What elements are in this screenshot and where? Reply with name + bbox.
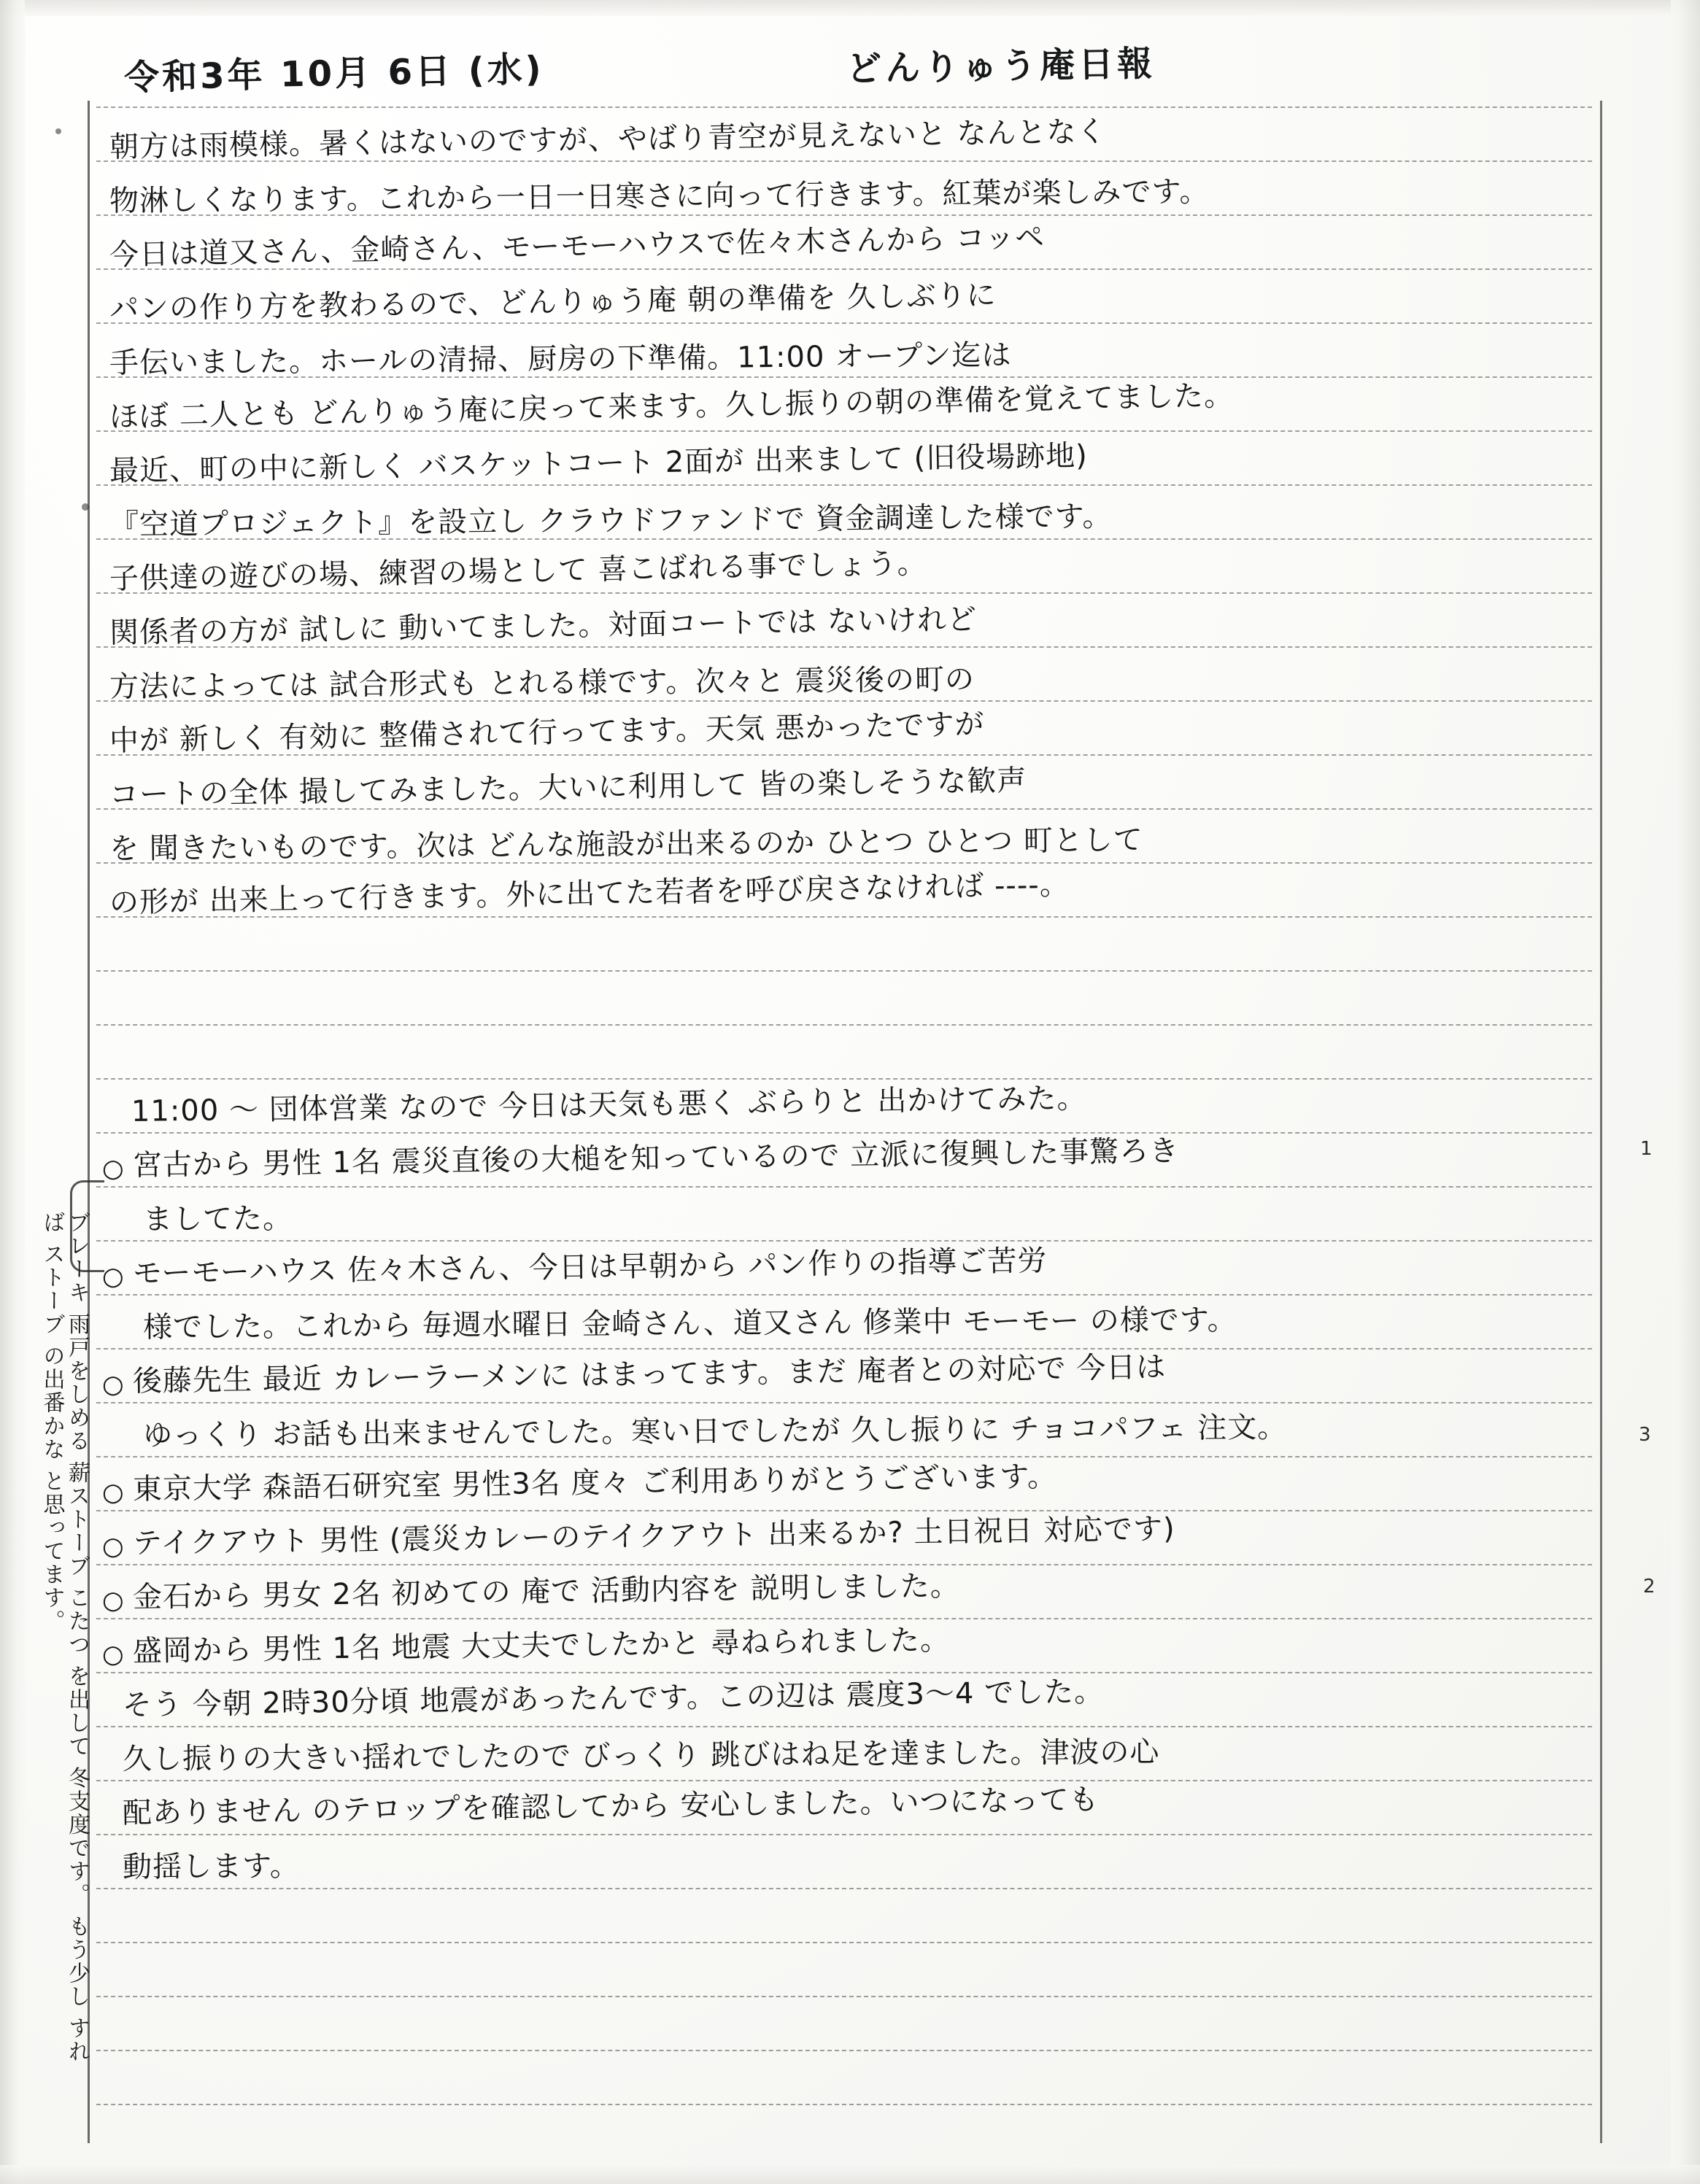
rule-line (96, 1402, 1592, 1403)
diary-date: 令和3年 10月 6日 (水) (123, 48, 545, 99)
entry-bullet: ○ (102, 1262, 124, 1291)
paragraph-line: 子供達の遊びの場、練習の場として 喜こばれる事でしょう。 (109, 546, 927, 596)
rule-line (96, 916, 1592, 918)
ink-speck (55, 128, 61, 134)
rule-line (96, 592, 1592, 594)
edge-mark-2: 2 (1643, 1576, 1655, 1598)
rule-line (96, 1942, 1592, 1943)
margin-vertical-note: ブレーキ 雨戸をしめる 薪ストーブ こたつ を出して 冬支度です。 もう少し すれば ストーブ の出番かな と思ってます。 (39, 1211, 90, 2064)
paragraph-line: パンの作り方を教わるので、どんりゅう庵 朝の準備を 久しぶりに (109, 278, 997, 326)
closing-line: 動揺します。 (122, 1849, 300, 1884)
scan-edge-right (1671, 0, 1700, 2184)
entry-line: ゆっくり お話も出来ませんでした。寒い日でしたが 久し振りに チョコパフェ 注文。 (142, 1411, 1288, 1452)
closing-line: 配ありません のテロップを確認してから 安心しました。いつになっても (122, 1783, 1100, 1830)
entry-bullet: ○ (102, 1154, 124, 1183)
paragraph-line: 関係者の方が 試しに 動いてました。対面コートでは ないけれど (109, 603, 978, 650)
rule-line (96, 1294, 1592, 1296)
rule-line (96, 1078, 1592, 1080)
time-note: 11:00 〜 団体営業 なので 今日は天気も悪く ぶらりと 出かけてみた。 (131, 1081, 1087, 1128)
entry-line: モーモーハウス 佐々木さん、今日は早朝から パン作りの指導ご苦労 (132, 1244, 1048, 1290)
rule-line (96, 1024, 1592, 1026)
scan-edge-top (0, 0, 1700, 16)
rule-line (96, 1672, 1592, 1673)
edge-mark-3: 3 (1639, 1424, 1651, 1446)
rule-line (96, 1186, 1592, 1188)
entry-line: 金石から 男女 2名 初めての 庵で 活動内容を 説明しました。 (132, 1569, 960, 1614)
ink-speck (82, 503, 89, 511)
rule-line (96, 1240, 1592, 1242)
paragraph-line: の形が 出来上って行きます。外に出てた若者を呼び戻さなければ ----。 (109, 867, 1070, 920)
rule-line (96, 1564, 1592, 1565)
paragraph-line: 物淋しくなります。これから一日一日寒さに向って行きます。紅葉が楽しみです。 (109, 174, 1210, 218)
rule-line (96, 1726, 1592, 1727)
rule-line (96, 1348, 1592, 1349)
rule-line (96, 1456, 1592, 1457)
entry-line: 宮古から 男性 1名 震災直後の大槌を知っているので 立派に復興した事驚ろき (132, 1134, 1180, 1182)
paragraph-line: 『空道プロジェクト』を設立し クラウドファンドで 資金調達した様です。 (109, 500, 1113, 542)
rule-line (96, 268, 1592, 270)
scan-edge-bottom (0, 2165, 1700, 2184)
sheet-border-right (1600, 101, 1602, 2143)
closing-line: そう 今朝 2時30分頃 地震があったんです。この辺は 震度3〜4 でした。 (122, 1675, 1105, 1722)
paragraph-line: 中が 新しく 有効に 整備されて行ってます。天気 悪かったですが (109, 707, 985, 758)
entry-bullet: ○ (102, 1532, 124, 1561)
rule-line (96, 430, 1592, 432)
entry-bullet: ○ (102, 1640, 124, 1669)
rule-line (96, 1132, 1592, 1134)
paragraph-line: 手伝いました。ホールの清掃、厨房の下準備。11:00 オープン迄は (109, 338, 1012, 380)
scan-edge-left (0, 0, 25, 2184)
rule-line (96, 1888, 1592, 1889)
entry-bullet: ○ (102, 1370, 124, 1399)
paragraph-line: 最近、町の中に新しく バスケットコート 2面が 出来まして (旧役場跡地) (109, 438, 1089, 488)
paragraph-line: コートの全体 撮してみました。大いに利用して 皆の楽しそうな歓声 (109, 764, 1027, 812)
rule-line (96, 1996, 1592, 1997)
entry-line: テイクアウト 男性 (震災カレーのテイクアウト 出来るか? 土日祝日 対応です) (132, 1512, 1176, 1560)
paragraph-line: 今日は道又さん、金崎さん、モーモーハウスで佐々木さんから コッペ (109, 220, 1046, 272)
edge-mark-1: 1 (1640, 1138, 1653, 1160)
entry-line: ましてた。 (142, 1201, 293, 1236)
rule-line (96, 1510, 1592, 1511)
entry-bullet: ○ (102, 1586, 124, 1615)
rule-line (96, 970, 1592, 972)
paragraph-line: 朝方は雨模様。暑くはないのですが、やばり青空が見えないと なんとなく (109, 115, 1107, 164)
paragraph-line: ほぼ 二人とも どんりゅう庵に戻って来ます。久し振りの朝の準備を覚えてました。 (109, 379, 1235, 434)
paragraph-line: を 聞きたいものです。次は どんな施設が出来るのか ひとつ ひとつ 町として (109, 823, 1143, 866)
entry-line: 盛岡から 男性 1名 地震 大丈夫でしたかと 尋ねられました。 (132, 1623, 951, 1668)
rule-line (96, 2050, 1592, 2051)
closing-line: 久し振りの大きい揺れでしたので びっくり 跳びはね足を達ました。津波の心 (122, 1735, 1160, 1776)
diary-title: どんりゅう庵日報 (846, 43, 1156, 90)
rule-line (96, 1780, 1592, 1781)
rule-line (96, 2104, 1592, 2105)
entry-bullet: ○ (102, 1478, 124, 1507)
rule-line (96, 1618, 1592, 1619)
paragraph-line: 方法によっては 試合形式も とれる様です。次々と 震災後の町の (109, 662, 975, 704)
entry-line: 様でした。これから 毎週水曜日 金崎さん、道又さん 修業中 モーモー の様です。 (142, 1303, 1237, 1344)
entry-line: 東京大学 森語石研究室 男性3名 度々 ご利用ありがとうございます。 (132, 1460, 1058, 1506)
entry-line: 後藤先生 最近 カレーラーメンに はまってます。まだ 庵者との対応で 今日は (132, 1350, 1167, 1398)
rule-line (96, 1834, 1592, 1835)
rule-line (96, 107, 1592, 108)
rule-line (96, 754, 1592, 756)
